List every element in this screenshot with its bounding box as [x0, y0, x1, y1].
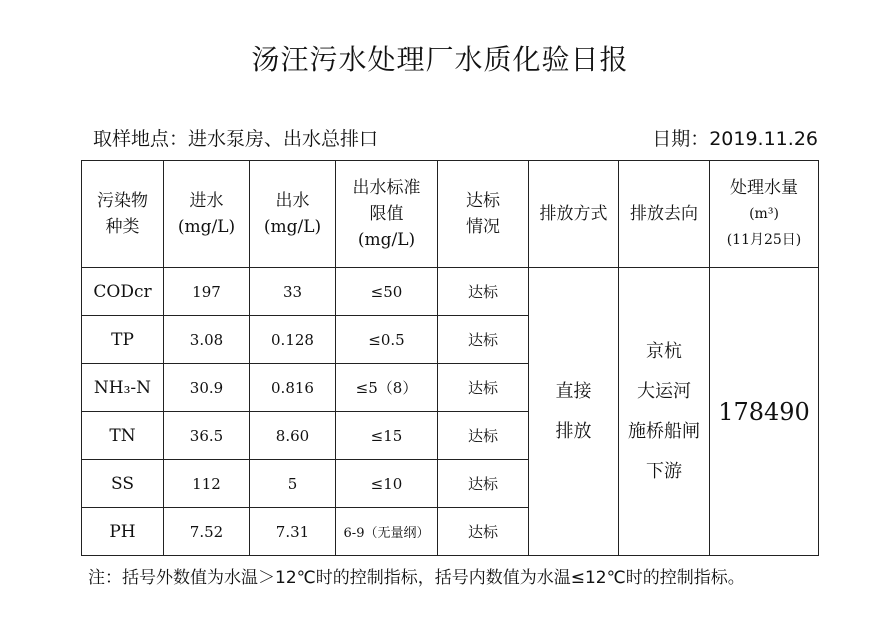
sampling-location: 取样地点：进水泵房、出水总排口	[93, 128, 379, 150]
inflow-cell: 112	[164, 460, 250, 508]
report-date: 日期：2019.11.26	[652, 128, 818, 150]
header-outflow: 出水 (mg/L)	[250, 161, 336, 268]
header-pollutant: 污染物 种类	[82, 161, 164, 268]
water-quality-table	[81, 160, 819, 556]
limit-cell: ≤50	[336, 268, 438, 316]
param-cell: TP	[82, 316, 164, 364]
header-inflow: 进水 (mg/L)	[164, 161, 250, 268]
header-volume: 处理水量 (m³) (11月25日)	[710, 161, 819, 268]
outflow-cell: 7.31	[250, 508, 336, 556]
limit-cell: ≤10	[336, 460, 438, 508]
treated-volume-cell: 178490	[710, 268, 819, 556]
inflow-cell: 30.9	[164, 364, 250, 412]
status-cell: 达标	[438, 508, 529, 556]
inflow-cell: 36.5	[164, 412, 250, 460]
header-status: 达标 情况	[438, 161, 529, 268]
limit-cell: 6-9（无量纲）	[336, 508, 438, 556]
discharge-destination-cell: 京杭 大运河 施桥船闸 下游	[619, 268, 710, 556]
param-cell: TN	[82, 412, 164, 460]
discharge-method-cell: 直接 排放	[529, 268, 619, 556]
outflow-cell: 0.816	[250, 364, 336, 412]
param-cell: CODcr	[82, 268, 164, 316]
status-cell: 达标	[438, 268, 529, 316]
inflow-cell: 197	[164, 268, 250, 316]
outflow-cell: 5	[250, 460, 336, 508]
status-cell: 达标	[438, 460, 529, 508]
outflow-cell: 33	[250, 268, 336, 316]
header-discharge-method: 排放方式	[529, 161, 619, 268]
status-cell: 达标	[438, 316, 529, 364]
outflow-cell: 8.60	[250, 412, 336, 460]
limit-cell: ≤5（8）	[336, 364, 438, 412]
header-discharge-destination: 排放去向	[619, 161, 710, 268]
table-row	[82, 268, 819, 316]
param-cell: NH₃-N	[82, 364, 164, 412]
limit-cell: ≤15	[336, 412, 438, 460]
report-title: 汤汪污水处理厂水质化验日报	[251, 43, 629, 76]
limit-cell: ≤0.5	[336, 316, 438, 364]
status-cell: 达标	[438, 364, 529, 412]
outflow-cell: 0.128	[250, 316, 336, 364]
param-cell: SS	[82, 460, 164, 508]
footnote: 注：括号外数值为水温＞12℃时的控制指标，括号内数值为水温≤12℃时的控制指标。	[88, 568, 745, 588]
header-row	[82, 161, 819, 268]
header-limit: 出水标准 限值 (mg/L)	[336, 161, 438, 268]
status-cell: 达标	[438, 412, 529, 460]
inflow-cell: 7.52	[164, 508, 250, 556]
param-cell: PH	[82, 508, 164, 556]
inflow-cell: 3.08	[164, 316, 250, 364]
